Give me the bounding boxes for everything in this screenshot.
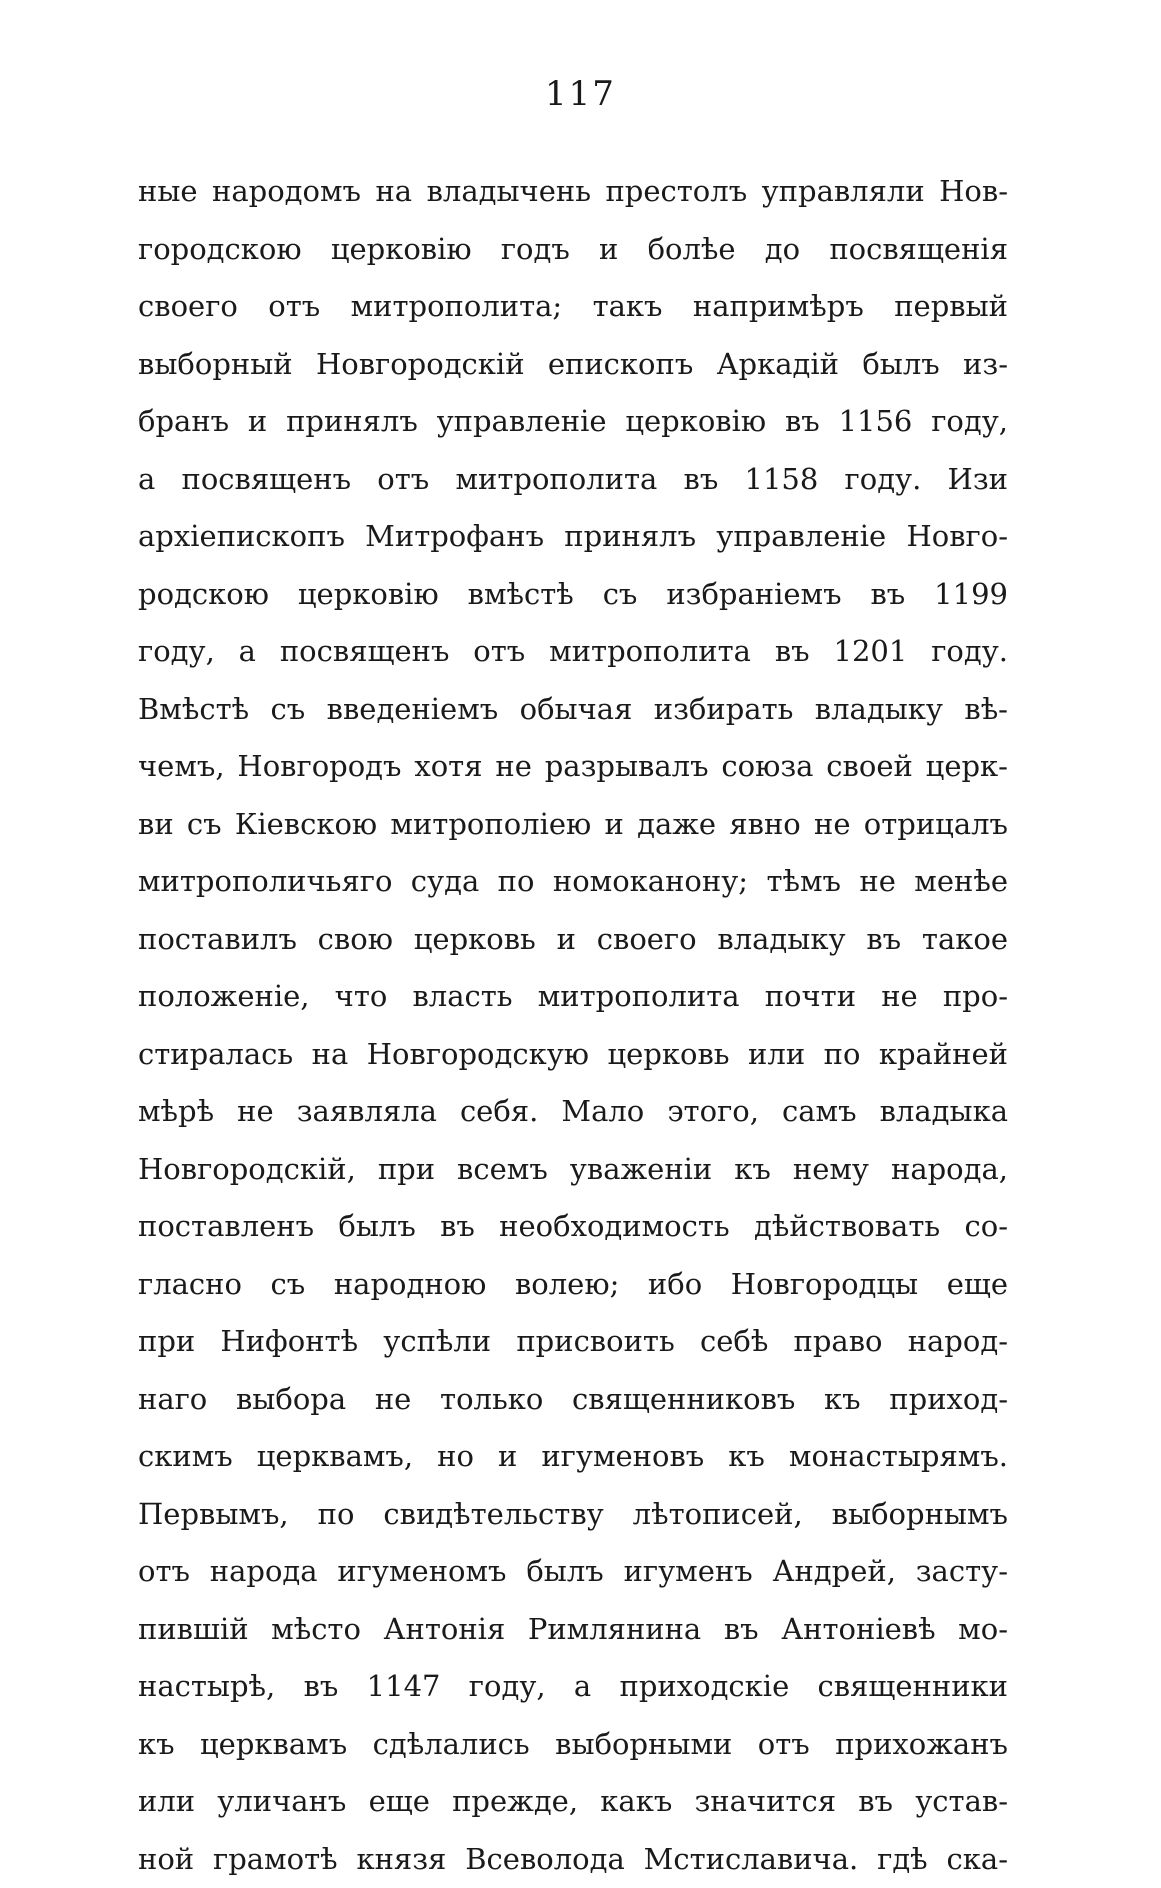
text-line: Вмѣстѣ съ введеніемъ обычая избирать владыку вѣ- xyxy=(138,681,1008,739)
text-line: стиралась на Новгородскую церковь или по крайней xyxy=(138,1026,1008,1084)
text-line: пившій мѣсто Антонія Римлянина въ Антоніевѣ мо- xyxy=(138,1601,1008,1659)
text-line: чемъ, Новгородъ хотя не разрывалъ союза своей церк- xyxy=(138,738,1008,796)
text-line: бранъ и принялъ управленіе церковію въ 1156 году, xyxy=(138,393,1008,451)
text-line: скимъ церквамъ, но и игуменовъ къ монастырямъ. xyxy=(138,1428,1008,1486)
text-line: отъ народа игуменомъ былъ игуменъ Андрей, засту- xyxy=(138,1543,1008,1601)
page-number: 117 xyxy=(0,74,1161,114)
text-line: ви съ Кіевскою митрополіею и даже явно не отрицалъ xyxy=(138,796,1008,854)
text-line: своего отъ митрополита; такъ напримѣръ первый xyxy=(138,278,1008,336)
text-line: или уличанъ еще прежде, какъ значится въ устав- xyxy=(138,1773,1008,1831)
body-text xyxy=(138,163,1008,1888)
text-line: поставленъ былъ въ необходимость дѣйствовать со- xyxy=(138,1198,1008,1256)
text-line: митрополичьяго суда по номоканону; тѣмъ не менѣе xyxy=(138,853,1008,911)
text-line: ной грамотѣ князя Всеволода Мстиславича. гдѣ ска- xyxy=(138,1831,1008,1888)
text-line: городскою церковію годъ и болѣе до посвященія xyxy=(138,221,1008,279)
text-line: при Нифонтѣ успѣли присвоить себѣ право народ- xyxy=(138,1313,1008,1371)
text-line: архіепископъ Митрофанъ принялъ управленіе Новго- xyxy=(138,508,1008,566)
text-line: наго выбора не только священниковъ къ приход- xyxy=(138,1371,1008,1429)
text-line: настырѣ, въ 1147 году, а приходскіе священники xyxy=(138,1658,1008,1716)
text-line: Новгородскій, при всемъ уваженіи къ нему народа, xyxy=(138,1141,1008,1199)
text-line: родскою церковію вмѣстѣ съ избраніемъ въ 1199 xyxy=(138,566,1008,624)
text-line: поставилъ свою церковь и своего владыку въ такое xyxy=(138,911,1008,969)
text-line: гласно съ народною волею; ибо Новгородцы еще xyxy=(138,1256,1008,1314)
text-line: Первымъ, по свидѣтельству лѣтописей, выборнымъ xyxy=(138,1486,1008,1544)
text-line: году, а посвященъ отъ митрополита въ 1201 году. xyxy=(138,623,1008,681)
text-line: къ церквамъ сдѣлались выборными отъ прихожанъ xyxy=(138,1716,1008,1774)
text-line: а посвященъ отъ митрополита въ 1158 году. Изи xyxy=(138,451,1008,509)
text-line: ные народомъ на владычень престолъ управляли Нов- xyxy=(138,163,1008,221)
text-line: мѣрѣ не заявляла себя. Мало этого, самъ владыка xyxy=(138,1083,1008,1141)
text-line: выборный Новгородскій епископъ Аркадій былъ из- xyxy=(138,336,1008,394)
text-line: положеніе, что власть митрополита почти не про- xyxy=(138,968,1008,1026)
